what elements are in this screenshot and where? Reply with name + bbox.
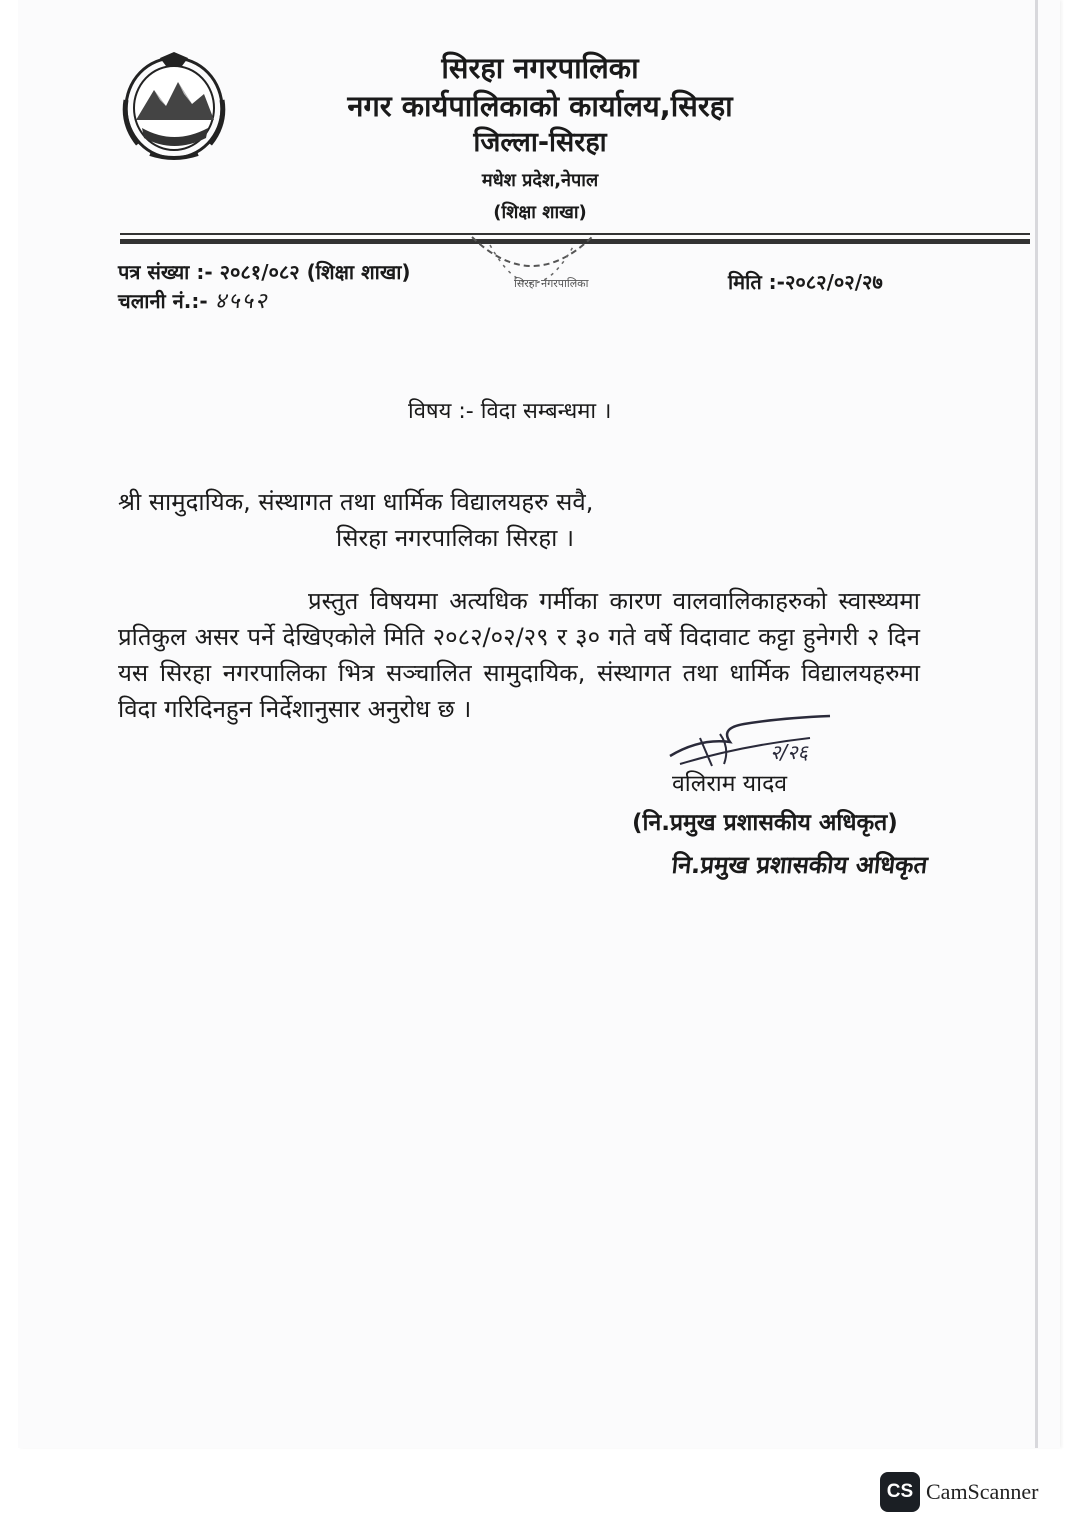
camscanner-logo-icon: CS: [880, 1472, 920, 1512]
camscanner-label: CamScanner: [926, 1479, 1039, 1504]
nepal-emblem-icon: [120, 50, 228, 162]
dispatch-number: [118, 285, 268, 315]
branch-name: (शिक्षा शाखा): [493, 202, 587, 223]
seal-text: सिरहा नगरपालिका: [514, 277, 589, 290]
signature-handwritten-date: २/२६: [770, 740, 808, 764]
addressee-line-2: सिरहा नगरपालिका सिरहा ।: [336, 524, 575, 552]
dispatch-number-value: ४५५२: [214, 289, 269, 314]
letter-date: [728, 268, 883, 295]
province-name: मधेश प्रदेश,नेपाल: [481, 170, 599, 191]
camscanner-watermark: [880, 1473, 1038, 1511]
date-value: २०८२/०२/२७: [784, 270, 883, 294]
signatory-name: वलिराम यादव: [672, 771, 788, 797]
district-name: जिल्ला-सिरहा: [473, 127, 607, 158]
signatory-title: (नि.प्रमुख प्रशासकीय अधिकृत): [632, 810, 898, 836]
municipality-name: सिरहा नगरपालिका: [441, 51, 639, 85]
designation-stamp: नि.प्रमुख प्रशासकीय अधिकृत: [670, 851, 929, 879]
letter-number: [118, 258, 411, 285]
date-label: मिति :-: [728, 270, 785, 294]
letter-number-value: २०८१/०८२ (शिक्षा शाखा): [219, 260, 411, 284]
subject-line: विषय :- विदा सम्बन्धमा ।: [408, 399, 612, 424]
addressee-line-1: श्री सामुदायिक, संस्थागत तथा धार्मिक विद्यालयहरु सवै,: [118, 488, 594, 516]
office-seal-icon: [462, 225, 602, 325]
letter-number-label: पत्र संख्या :-: [118, 260, 213, 284]
paper-edge: [1035, 0, 1038, 1448]
dispatch-number-label: चलानी नं.:-: [118, 289, 208, 313]
letter-body: प्रस्तुत विषयमा अत्यधिक गर्मीका कारण वालवालिकाहरुको स्वास्थ्यमा प्रतिकुल असर पर्ने देखिएकोले मिति २०८२/०२/२९ र ३० गते वर्षे विदावाट कट्टा हुनेगरी २ दिन यस सिरहा नगरपालिका भित्र सञ्चालित सामुदायिक, संस्थागत तथा धार्मिक विद्यालयहरुमा विदा गरिदिनहुन निर्देशानुसार अनुरोध छ ।: [118, 587, 920, 723]
office-name: नगर कार्यपालिकाको कार्यालय,सिरहा: [347, 89, 733, 123]
